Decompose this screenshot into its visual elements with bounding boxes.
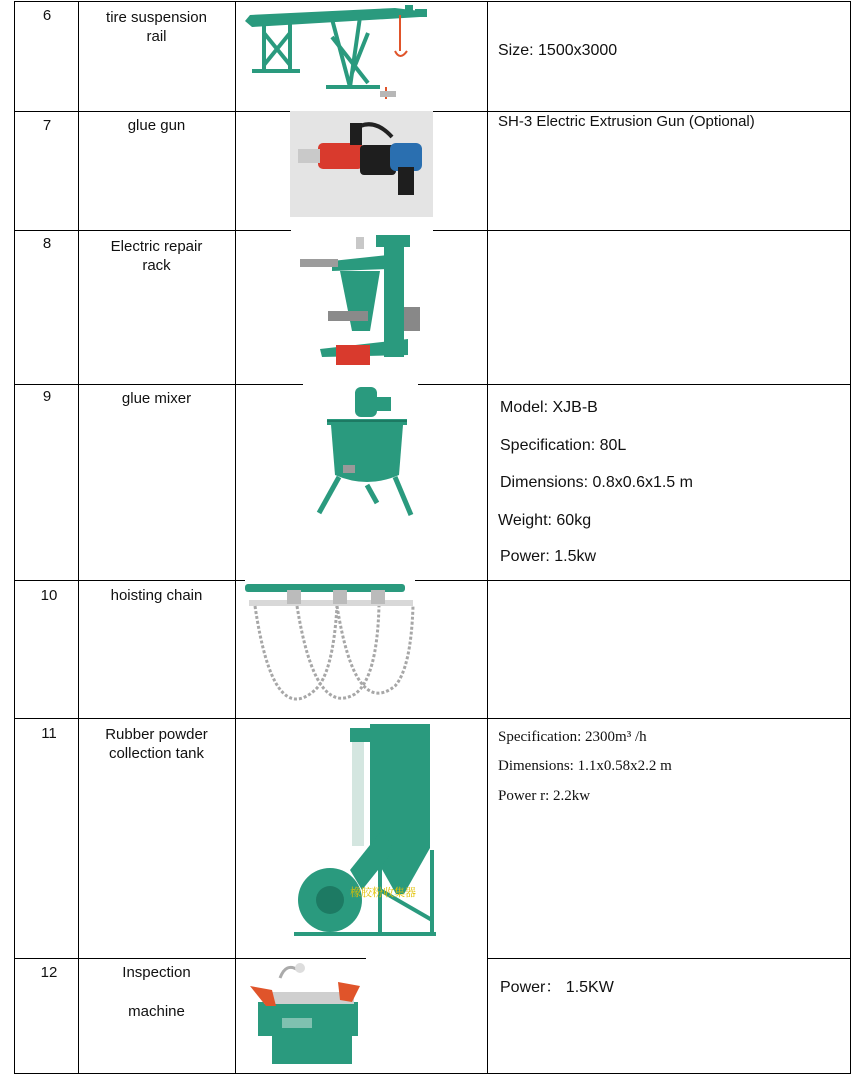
spec-line: Power: 1.5kw — [500, 548, 597, 565]
item-name-line: Rubber powder — [105, 726, 208, 743]
spec-line: Size: 1500x3000 — [498, 42, 618, 59]
item-name-line: collection tank — [108, 745, 205, 762]
item-name — [84, 725, 229, 763]
row-number: 6 — [42, 7, 52, 24]
electric-repair-rack-photo — [292, 231, 432, 381]
spec-line: Dimensions: 1.1x0.58x2.2 m — [498, 758, 672, 774]
row-number: 9 — [42, 388, 52, 405]
spec-line: Power： 1.5KW — [500, 979, 614, 996]
rubber-powder-collection-tank-photo — [290, 720, 440, 942]
spec-line: Weight: 60kg — [498, 512, 592, 529]
spec-line: Dimensions: 0.8x0.6x1.5 m — [500, 474, 693, 491]
item-name-line: machine — [128, 1003, 185, 1020]
item-name — [84, 237, 229, 275]
item-name-line: Inspection — [122, 964, 191, 981]
tire-suspension-rail-photo — [240, 3, 440, 103]
row-number: 10 — [40, 587, 58, 604]
item-name-line: Electric repair — [110, 238, 203, 255]
hoisting-chain-photo — [245, 578, 417, 708]
item-name: hoisting chain — [110, 587, 203, 604]
glue-gun-photo — [290, 111, 433, 217]
item-name: glue mixer — [121, 390, 192, 407]
spec-line: Specification: 2300m³ /h — [498, 729, 647, 745]
spec-line: SH-3 Electric Extrusion Gun (Optional) — [498, 113, 755, 130]
inspection-machine-photo — [242, 960, 366, 1068]
item-name-line: rack — [142, 257, 171, 274]
item-name: glue gun — [127, 117, 186, 134]
row-number: 12 — [40, 964, 58, 981]
item-name-line: rail — [146, 28, 167, 45]
row-number: 8 — [42, 235, 52, 252]
spec-line: Model: XJB-B — [500, 399, 598, 416]
row-number: 11 — [41, 725, 57, 742]
item-name — [84, 8, 229, 46]
item-name — [84, 963, 229, 1021]
glue-mixer-photo — [305, 385, 420, 520]
spec-line: Specification: 80L — [500, 437, 627, 454]
spec-line: Power r: 2.2kw — [498, 788, 591, 804]
row-number: 7 — [42, 117, 52, 134]
item-name-line: tire suspension — [106, 9, 207, 26]
watermark-text: 橡胶粉收集器 — [350, 886, 416, 899]
